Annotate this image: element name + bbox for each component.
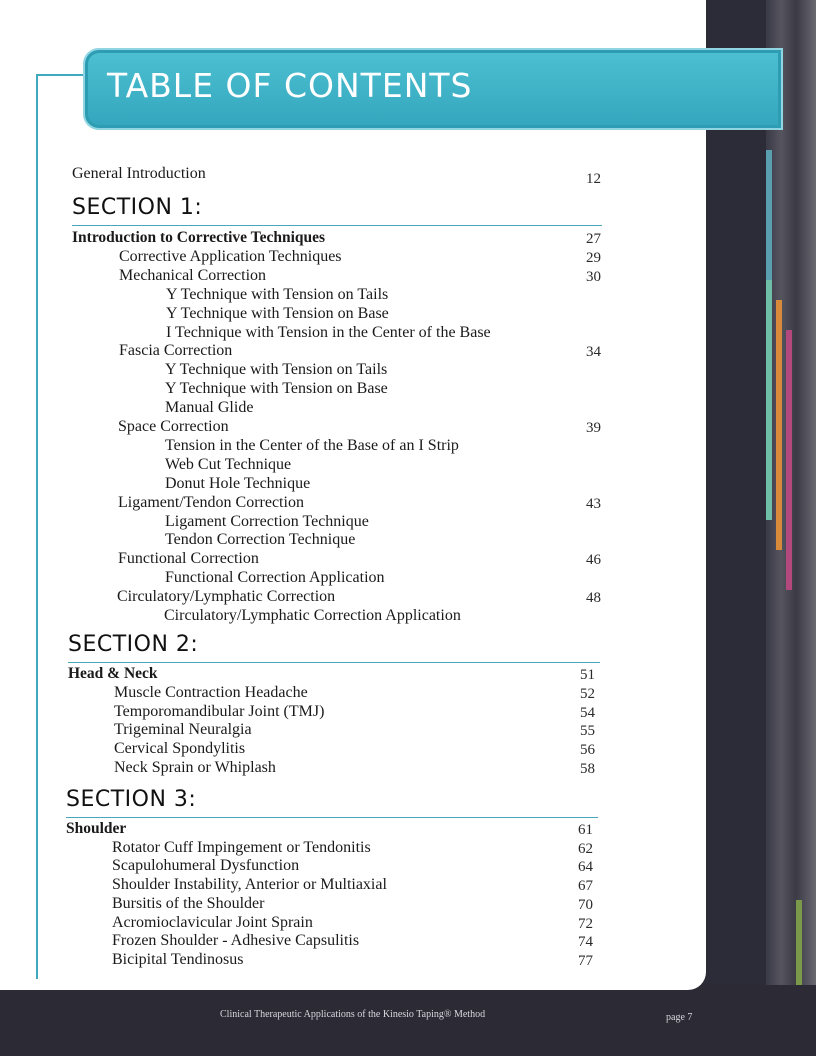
section-2-rule xyxy=(68,662,600,663)
toc-entry-label: Shoulder Instability, Anterior or Multiaxial xyxy=(112,876,387,894)
toc-entry-page: 34 xyxy=(586,344,601,361)
toc-entry-label: Functional Correction xyxy=(118,550,259,568)
toc-row xyxy=(112,931,672,950)
toc-row xyxy=(112,856,672,875)
toc-row xyxy=(165,360,725,379)
toc-entry-label: Bursitis of the Shoulder xyxy=(112,894,265,912)
toc-entry-label: Ligament Correction Technique xyxy=(165,512,369,530)
toc-row xyxy=(118,493,678,512)
toc-entry-label: Rotator Cuff Impingement or Tendonitis xyxy=(112,838,371,856)
toc-entry-page: 43 xyxy=(586,495,601,512)
toc-row xyxy=(66,819,626,838)
toc-row xyxy=(114,702,674,721)
color-tab xyxy=(766,280,772,520)
toc-entry-label: Y Technique with Tension on Tails xyxy=(166,285,389,303)
toc-entry-page: 30 xyxy=(586,268,601,285)
toc-row xyxy=(165,512,725,531)
toc-row xyxy=(114,683,674,702)
toc-entry-label: Y Technique with Tension on Base xyxy=(166,304,389,322)
section-3-heading: SECTION 3: xyxy=(66,787,197,812)
frame-line-top xyxy=(36,74,84,76)
color-tab xyxy=(776,300,782,550)
toc-row-general-introduction xyxy=(72,164,612,187)
toc-entry-page: 62 xyxy=(578,840,593,857)
toc-row xyxy=(112,875,672,894)
toc-entry-label: Corrective Application Techniques xyxy=(119,247,342,265)
footer-book-title: Clinical Therapeutic Applications of the Kinesio Taping® Method xyxy=(220,1009,486,1020)
toc-row xyxy=(112,913,672,932)
toc-entry-label: Tension in the Center of the Base of an I Strip xyxy=(165,436,459,454)
toc-entry-label: Manual Glide xyxy=(165,399,254,417)
toc-entry-label: Shoulder xyxy=(66,820,127,837)
toc-entry-label: Space Correction xyxy=(118,418,229,435)
toc-entry-label: Ligament/Tendon Correction xyxy=(118,493,304,511)
toc-entry-label: I Technique with Tension in the Center of the Base xyxy=(166,323,491,341)
bottom-binding xyxy=(0,985,816,1056)
toc-entry-label: Introduction to Corrective Techniques xyxy=(72,229,326,246)
toc-entry-label: Y Technique with Tension on Base xyxy=(165,380,388,398)
toc-row xyxy=(119,247,679,266)
toc-entry-page: 58 xyxy=(580,761,595,777)
toc-entry-label: Functional Correction Application xyxy=(165,569,385,587)
toc-row xyxy=(119,341,679,360)
toc-row xyxy=(165,568,725,587)
toc-row xyxy=(165,455,725,474)
toc-entry-page: 77 xyxy=(578,952,593,969)
toc-entry-label: Fascia Correction xyxy=(119,342,233,360)
toc-entry-label: Trigeminal Neuralgia xyxy=(114,721,252,739)
toc-entry-page: 51 xyxy=(580,667,595,683)
toc-row xyxy=(117,587,677,606)
toc-entry-label: Frozen Shoulder - Adhesive Capsulitis xyxy=(112,932,360,950)
toc-entry-label: Acromioclavicular Joint Sprain xyxy=(112,913,313,931)
toc-entry-page: 67 xyxy=(578,878,593,895)
color-tab xyxy=(766,150,772,300)
toc-entry-page: 54 xyxy=(580,704,595,721)
toc-entry-label: Temporomandibular Joint (TMJ) xyxy=(114,702,325,720)
toc-entry-label: Tendon Correction Technique xyxy=(165,531,356,549)
toc-entry-label: Cervical Spondylitis xyxy=(114,740,246,758)
toc-row xyxy=(114,720,674,739)
toc-entry-label: Scapulohumeral Dysfunction xyxy=(112,857,300,875)
footer-page-number: page 7 xyxy=(666,1012,693,1023)
toc-row xyxy=(112,838,672,857)
toc-entry-page: 64 xyxy=(578,859,593,876)
section-1-heading: SECTION 1: xyxy=(72,195,203,220)
toc-entry-page: 48 xyxy=(586,590,601,607)
toc-entry-label: General Introduction xyxy=(72,165,206,182)
toc-row xyxy=(165,398,725,417)
toc-entry-label: Donut Hole Technique xyxy=(165,474,311,492)
toc-row xyxy=(114,758,674,777)
toc-entry-label: Y Technique with Tension on Tails xyxy=(165,361,388,379)
toc-row xyxy=(164,606,724,625)
toc-entry-page: 70 xyxy=(578,896,593,913)
toc-row xyxy=(166,285,726,304)
toc-entry-label: Head & Neck xyxy=(68,665,158,682)
toc-entry-label: Bicipital Tendinosus xyxy=(112,950,244,968)
toc-entry-page: 46 xyxy=(586,552,601,569)
toc-entry-label: Neck Sprain or Whiplash xyxy=(114,759,276,776)
section-1-rule xyxy=(72,225,602,226)
toc-entry-page: 56 xyxy=(580,742,595,759)
toc-entry-label: Circulatory/Lymphatic Correction Application xyxy=(164,607,461,624)
toc-row xyxy=(165,379,725,398)
toc-row xyxy=(118,549,678,568)
toc-row xyxy=(165,436,725,455)
section-2-heading: SECTION 2: xyxy=(68,632,199,657)
toc-entry-page: 12 xyxy=(586,171,601,187)
toc-entry-page: 61 xyxy=(578,822,593,838)
toc-row xyxy=(112,894,672,913)
toc-entry-label: Circulatory/Lymphatic Correction xyxy=(117,588,336,606)
toc-row xyxy=(114,739,674,758)
toc-row xyxy=(165,530,725,549)
toc-row xyxy=(112,950,672,969)
color-tab xyxy=(786,330,792,590)
toc-entry-page: 74 xyxy=(578,934,593,951)
toc-row xyxy=(118,417,678,436)
toc-row xyxy=(166,323,726,342)
toc-entry-page: 27 xyxy=(586,231,601,247)
toc-row xyxy=(68,664,628,683)
toc-entry-page: 72 xyxy=(578,915,593,932)
toc-row xyxy=(166,304,726,323)
toc-row xyxy=(119,266,679,285)
toc-entry-page: 29 xyxy=(586,249,601,266)
toc-entry-page: 55 xyxy=(580,723,595,740)
toc-entry-page: 52 xyxy=(580,685,595,702)
page-title: TABLE OF CONTENTS xyxy=(107,66,473,105)
toc-entry-label: Muscle Contraction Headache xyxy=(114,683,308,701)
toc-row xyxy=(165,474,725,493)
toc-entry-label: Web Cut Technique xyxy=(165,455,292,473)
frame-line-left xyxy=(36,74,38,979)
toc-entry-page: 39 xyxy=(586,420,601,436)
toc-row xyxy=(72,228,632,247)
section-3-rule xyxy=(66,817,598,818)
toc-entry-label: Mechanical Correction xyxy=(119,266,267,284)
